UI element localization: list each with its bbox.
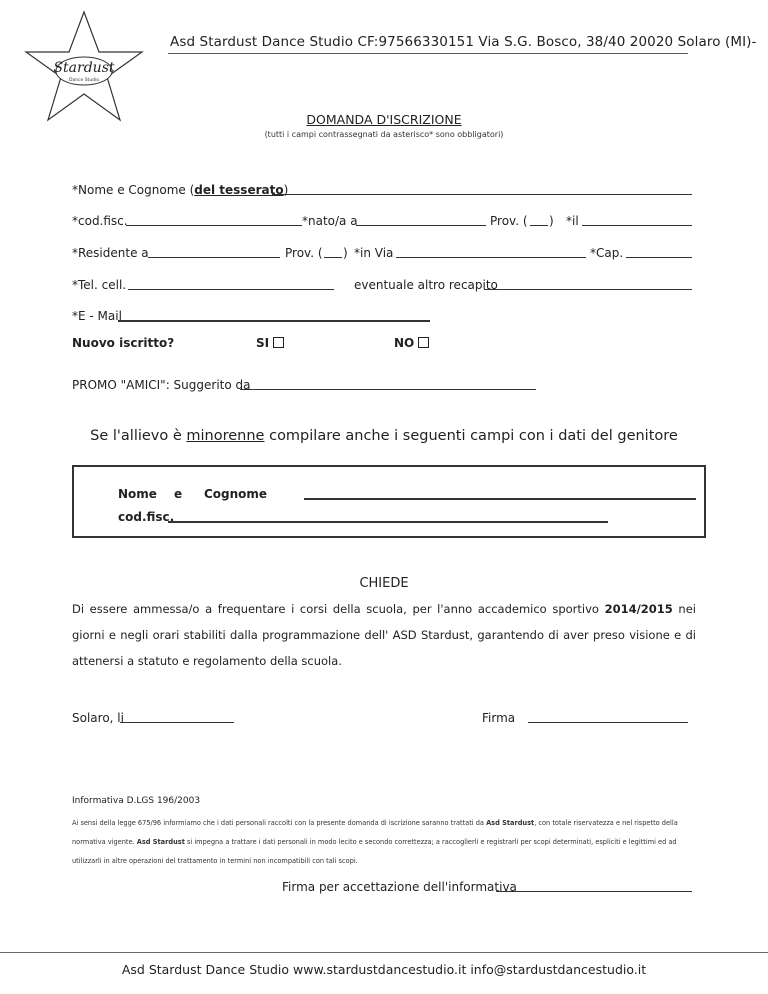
residente-label: *Residente a	[72, 246, 149, 260]
form-title: DOMANDA D'ISCRIZIONE	[306, 112, 462, 127]
email-label: *E - Mail	[72, 309, 122, 323]
parent-codfisc-label: cod.fisc.	[118, 510, 175, 524]
prov2-field[interactable]	[324, 257, 342, 258]
firma-label: Firma	[482, 711, 516, 725]
footer-contacts: Asd Stardust Dance Studio www.stardustdancestudio.it info@stardustdancestudio.it	[121, 962, 647, 977]
informativa-text: Ai sensi della legge 675/96 informiamo che i dati personali raccolti con la presente domanda di iscrizione saranno trattati da Asd Stardust, con totale riservatezza e nel rispetto della normativa vigente. Asd Stardust si impegna a trattare i dati personali in modo lecito e secondo correttezza; a raccoglierli e registrarli per scopi determinati, espliciti e legittimi ed ad utilizzarli in altre operazioni del trattamento in termini non incompatibili con tali scopi.	[72, 819, 678, 865]
no-option[interactable]: NO	[394, 336, 429, 350]
informativa-title: Informativa D.LGS 196/2003	[72, 796, 201, 806]
nome-cognome-label: *Nome e Cognome (del tesserato)	[72, 183, 289, 197]
promo-field[interactable]	[240, 389, 536, 390]
nuovo-iscritto-label: Nuovo iscritto?	[72, 336, 175, 350]
parent-data-box	[72, 465, 706, 538]
firma-informativa-label: Firma per accettazione dell'informativa	[282, 880, 517, 894]
promo-label: PROMO "AMICI": Suggerito da	[72, 378, 251, 392]
prov-close: )	[549, 214, 554, 228]
place-label: Solaro, li	[72, 711, 124, 725]
no-checkbox[interactable]	[418, 337, 429, 348]
prov2-label: Prov. (	[285, 246, 323, 260]
residente-field[interactable]	[148, 257, 280, 258]
parent-codfisc-field[interactable]	[168, 521, 608, 523]
codfisc-field[interactable]	[126, 225, 302, 226]
chiede-title: CHIEDE	[359, 576, 409, 591]
header-divider	[168, 53, 688, 54]
via-label: *in Via	[354, 246, 394, 260]
si-option[interactable]: SI	[256, 336, 284, 350]
tel-field[interactable]	[128, 289, 334, 290]
nato-field[interactable]	[356, 225, 486, 226]
parent-e-label: e	[174, 487, 183, 501]
parent-cognome-label: Cognome	[204, 487, 268, 501]
logo-subtext: Dance Studio	[68, 78, 100, 83]
form-subtitle: (tutti i campi contrassegnati da asterisco* sono obbligatori)	[264, 130, 504, 139]
stardust-logo	[20, 8, 148, 126]
prov-label: Prov. (	[490, 214, 528, 228]
firma-informativa-field[interactable]	[496, 891, 692, 892]
tel-label: *Tel. cell.	[72, 278, 127, 292]
date-field[interactable]	[120, 722, 234, 723]
nome-cognome-field[interactable]	[272, 194, 692, 195]
altro-label: eventuale altro recapito	[354, 278, 498, 292]
altro-field[interactable]	[484, 289, 692, 290]
si-checkbox[interactable]	[273, 337, 284, 348]
nato-label: *nato/a a	[302, 214, 358, 228]
parent-nome-field[interactable]	[304, 498, 696, 500]
firma-field[interactable]	[528, 722, 688, 723]
footer-divider	[0, 952, 768, 953]
cap-label: *Cap.	[590, 246, 624, 260]
cap-field[interactable]	[626, 257, 692, 258]
prov2-close: )	[343, 246, 348, 260]
prov-field[interactable]	[530, 225, 548, 226]
via-field[interactable]	[396, 257, 586, 258]
il-label: *il	[566, 214, 579, 228]
email-field[interactable]	[118, 320, 430, 322]
il-field[interactable]	[582, 225, 692, 226]
header-address: Asd Stardust Dance Studio CF:97566330151 Via S.G. Bosco, 38/40 20020 Solaro (MI)-	[170, 34, 757, 50]
logo-text: Stardust	[53, 60, 115, 76]
codfisc-label: *cod.fisc.	[72, 214, 128, 228]
minor-heading: Se l'allievo è minorenne compilare anche i seguenti campi con i dati del genitore	[90, 428, 678, 444]
parent-nome-label: Nome	[118, 487, 157, 501]
chiede-paragraph: Di essere ammessa/o a frequentare i corsi della scuola, per l'anno accademico sportivo 2014/2015 nei giorni e negli orari stabiliti dalla programmazione dell' ASD Stardust, garantendo di aver preso visione e di attenersi a statuto e regolamento della scuola.	[72, 602, 696, 668]
